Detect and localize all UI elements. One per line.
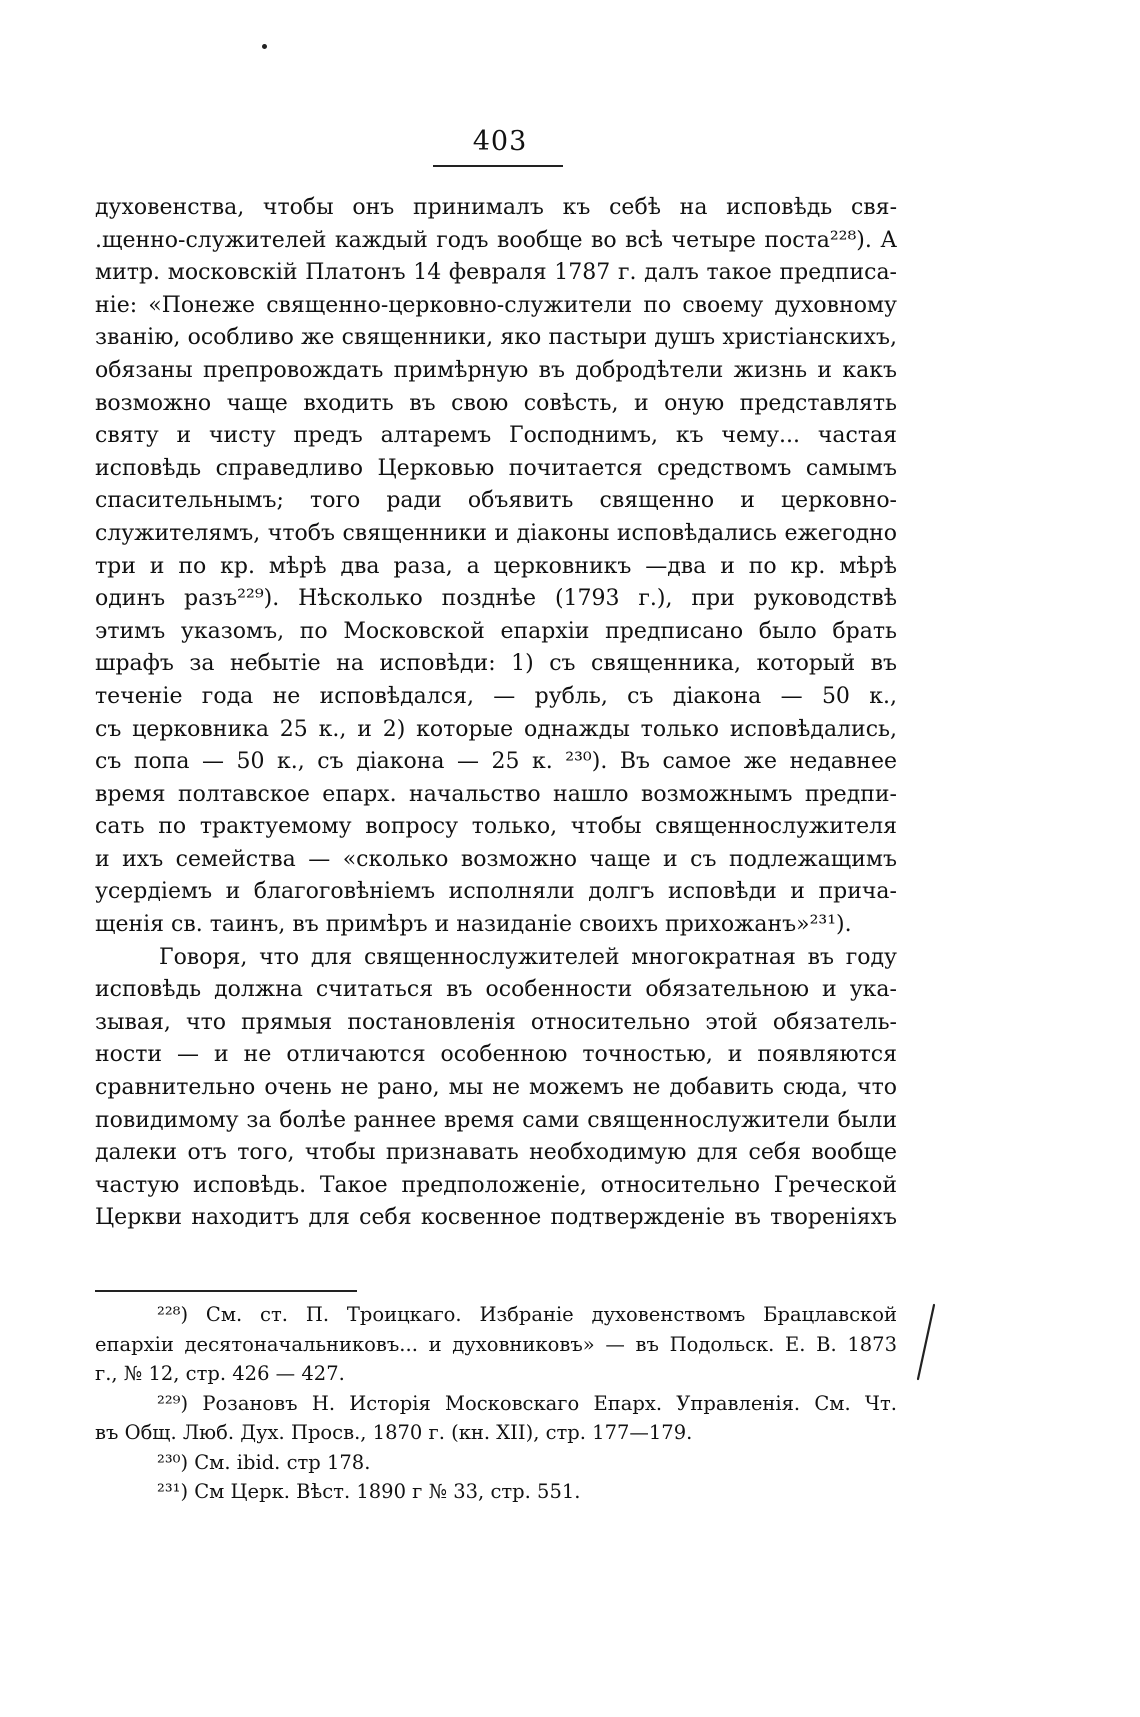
page-number: 403 xyxy=(472,126,528,157)
footnote-line: ²³¹) См Церк. Вѣст. 1890 г № 33, стр. 551. xyxy=(157,1480,581,1503)
body-line: ніе: «Понеже священно-церковно-служители по своему духовному xyxy=(95,292,897,318)
body-text xyxy=(95,192,897,1235)
paragraph-line: частую исповѣдь. Такое предположеніе, относительно Греческой xyxy=(95,1172,897,1198)
paragraph-line: далеки отъ того, чтобы признавать необходимую для себя вообще xyxy=(95,1140,897,1166)
footnote-line: г., № 12, стр. 426 — 427. xyxy=(95,1362,345,1385)
paragraph-line: сравнительно очень не рано, мы не можемъ не добавить сюда, что xyxy=(95,1075,897,1101)
margin-pencil-stroke xyxy=(912,1303,942,1381)
footnote-line: ²²⁸) См. ст. П. Троицкаго. Избраніе духовенствомъ Брацлавской xyxy=(157,1303,897,1326)
footnote-line: въ Общ. Люб. Дух. Просв., 1870 г. (кн. XII), стр. 177—179. xyxy=(95,1421,693,1444)
body-line: одинъ разъ²²⁹). Нѣсколько позднѣе (1793 г.), при руководствѣ xyxy=(95,586,897,612)
footnote-line: ²²⁹) Розановъ Н. Исторія Московскаго Епарх. Управленія. См. Чт. xyxy=(157,1391,897,1415)
body-line: теченіе года не исповѣдался, — рубль, съ діакона — 50 к., xyxy=(95,683,897,709)
body-line: святу и чисту предъ алтаремъ Господнимъ, къ чему... частая xyxy=(95,423,897,449)
paragraph-line: зывая, что прямыя постановленія относительно этой обязатель- xyxy=(95,1009,897,1035)
body-line: званію, особливо же священники, яко пастыри душъ христіанскихъ, xyxy=(95,325,897,351)
body-line: время полтавское епарх. начальство нашло возможнымъ предпи- xyxy=(95,781,897,807)
body-line: обязаны препровождать примѣрную въ добродѣтели жизнь и какъ xyxy=(95,357,897,383)
body-line: духовенства, чтобы онъ принималъ къ себѣ на исповѣдь свя- xyxy=(95,195,897,220)
body-line: сать по трактуемому вопросу только, чтобы священнослужителя xyxy=(95,814,897,840)
body-line: этимъ указомъ, по Московской епархіи предписано было брать xyxy=(95,618,897,644)
paragraph-line: исповѣдь должна считаться въ особенности обязательною и ука- xyxy=(95,977,897,1003)
body-line: шрафъ за небытіе на исповѣди: 1) съ священника, который въ xyxy=(95,651,897,677)
body-line: спасительнымъ; того ради объявить священно и церковно- xyxy=(95,488,897,514)
body-line: возможно чаще входить въ свою совѣсть, и оную представлять xyxy=(95,390,897,416)
page-number-rule xyxy=(433,165,563,167)
footnote-line: епархіи десятоначальниковъ... и духовниковъ» — въ Подольск. Е. В. 1873 xyxy=(95,1332,897,1356)
paragraph-line: Говоря, что для священнослужителей многократная въ году xyxy=(159,944,897,970)
body-line: .щенно-служителей каждый годъ вообще во всѣ четыре поста²²⁸). А xyxy=(95,227,897,253)
paragraph-line: повидимому за болѣе раннее время сами священнослужители были xyxy=(95,1107,897,1133)
paragraph-line: Церкви находитъ для себя косвенное подтвержденіе въ твореніяхъ xyxy=(95,1205,897,1231)
body-line: съ церковника 25 к., и 2) которые однажды только исповѣдались, xyxy=(95,716,897,742)
footnotes xyxy=(95,1300,897,1507)
body-line: и ихъ семейства — «сколько возможно чаще и съ подлежащимъ xyxy=(95,846,897,872)
body-line: исповѣдь справедливо Церковью почитается средствомъ самымъ xyxy=(95,455,897,481)
body-line: митр. московскій Платонъ 14 февраля 1787 г. далъ такое предписа- xyxy=(95,260,897,286)
body-line: усердіемъ и благоговѣніемъ исполняли долгъ исповѣди и прича- xyxy=(95,879,897,905)
stray-dot-mark xyxy=(262,44,267,49)
footnote-rule xyxy=(95,1290,357,1292)
body-line: щенія св. таинъ, въ примѣръ и назиданіе своихъ прихожанъ»²³¹). xyxy=(95,912,852,938)
footnote-line: ²³⁰) См. ibid. стр 178. xyxy=(157,1450,371,1474)
paragraph-line: ности — и не отличаются особенною точностью, и появляются xyxy=(95,1042,897,1068)
body-line: съ попа — 50 к., съ діакона — 25 к. ²³⁰). Въ самое же недавнее xyxy=(95,749,897,775)
body-line: три и по кр. мѣрѣ два раза, а церковникъ —два и по кр. мѣрѣ xyxy=(95,553,897,579)
body-line: служителямъ, чтобъ священники и діаконы исповѣдались ежегодно xyxy=(95,520,897,546)
